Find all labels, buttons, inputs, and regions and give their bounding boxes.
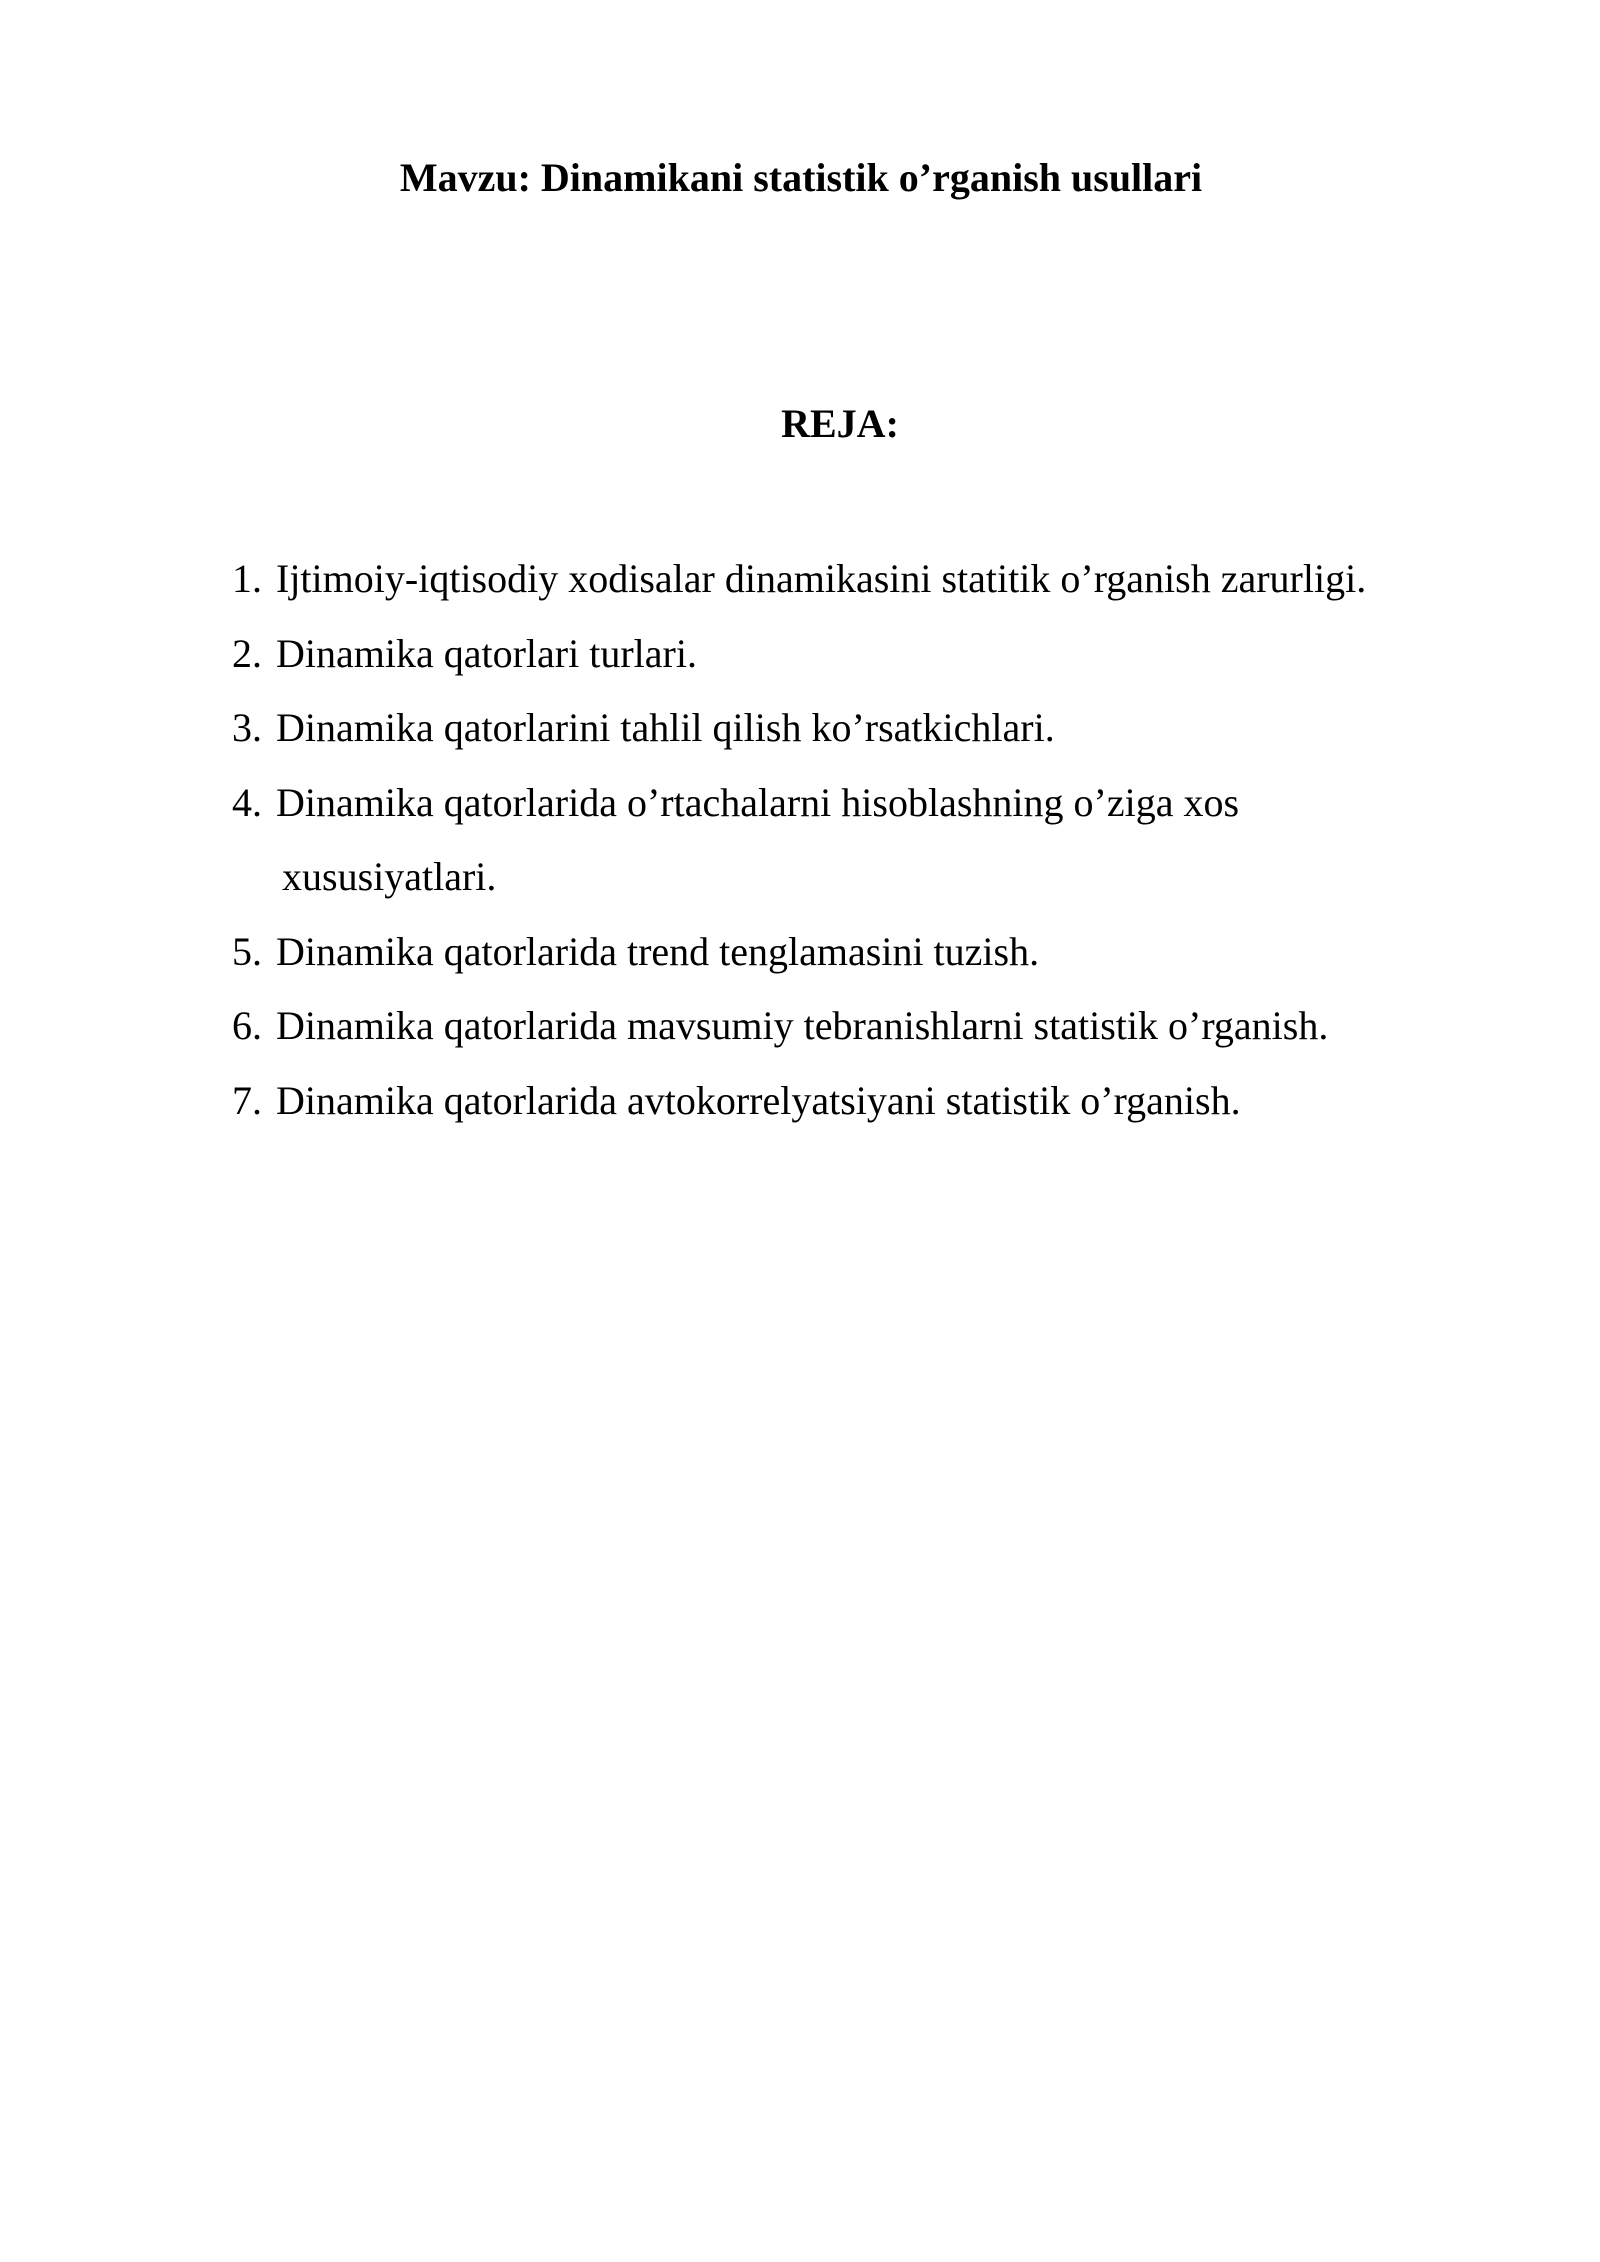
plan-item-1	[232, 542, 1532, 617]
plan-item-text: Ijtimoiy-iqtisodiy xodisalar dinamikasini statitik o’rganish zarurligi.	[276, 556, 1367, 601]
plan-item-2	[232, 617, 1532, 692]
plan-item-6	[232, 989, 1532, 1064]
plan-item-number: 4.	[232, 779, 262, 825]
plan-item-text: Dinamika qatorlarida mavsumiy tebranishlarni statistik o’rganish.	[276, 1003, 1329, 1048]
plan-item-number: 3.	[232, 705, 262, 750]
plan-item-text-block	[276, 766, 1316, 915]
plan-item-number: 2.	[232, 630, 262, 676]
plan-heading: REJA:	[781, 401, 899, 446]
plan-item-text: Dinamika qatorlarida trend tenglamasini tuzish.	[276, 928, 1040, 974]
topic-title: Mavzu: Dinamikani statistik o’rganish usullari	[399, 155, 1203, 200]
plan-item-3	[232, 691, 1532, 766]
plan-item-text: Dinamika qatorlarini tahlil qilish ko’rsatkichlari.	[276, 705, 1055, 750]
plan-item-5	[232, 915, 1532, 990]
plan-item-number: 5.	[232, 928, 262, 974]
plan-list	[232, 542, 1532, 1138]
plan-item-7	[232, 1064, 1532, 1139]
plan-item-text: Dinamika qatorlarida avtokorrelyatsiyani statistik o’rganish.	[276, 1077, 1241, 1123]
plan-item-number: 7.	[232, 1077, 262, 1123]
plan-item-number: 6.	[232, 1003, 262, 1048]
plan-item-4	[232, 766, 1532, 915]
plan-item-text: Dinamika qatorlari turlari.	[276, 630, 697, 676]
plan-item-text: Dinamika qatorlarida o’rtachalarni hisoblashning o’ziga xos	[276, 779, 1240, 825]
plan-item-continuation: xususiyatlari.	[282, 854, 497, 899]
plan-item-number: 1.	[232, 556, 262, 601]
